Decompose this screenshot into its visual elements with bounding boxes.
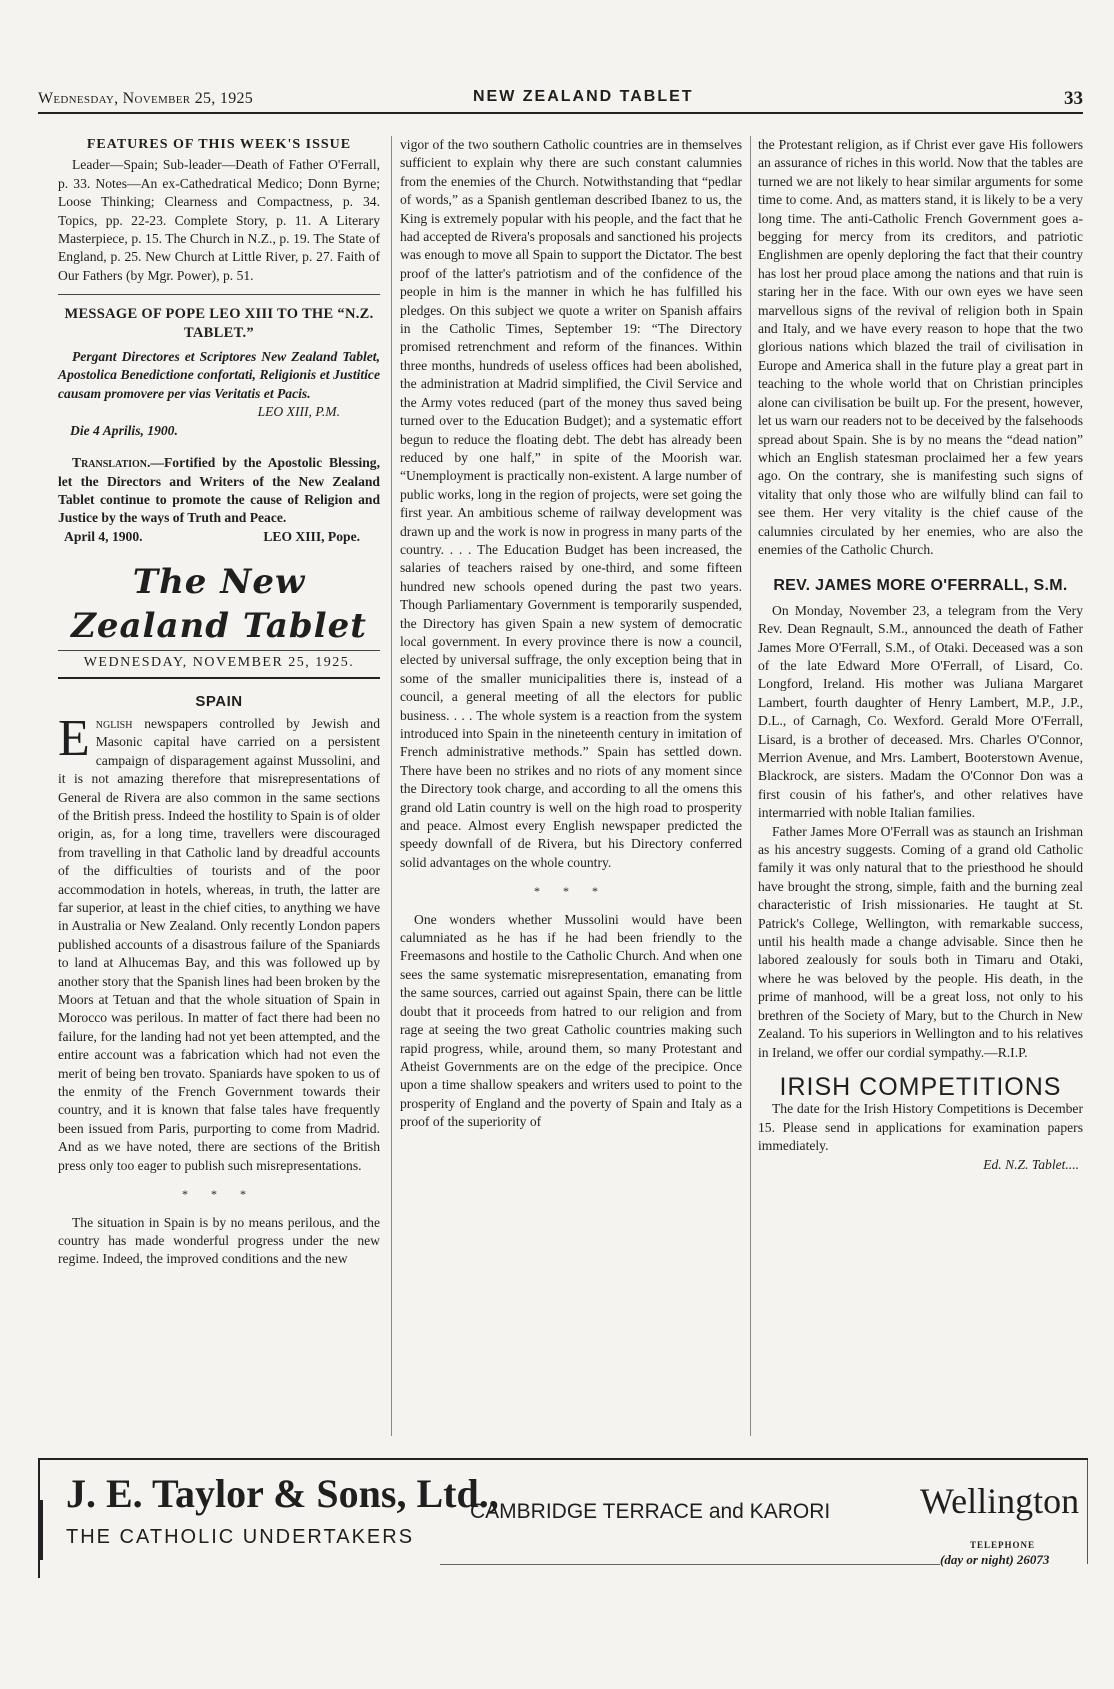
drop-cap: E	[58, 709, 90, 767]
article-title: SPAIN	[195, 692, 243, 710]
features-text: Leader—Spain; Sub-leader—Death of Father O'Ferrall, p. 33. Notes—An ex-Cathedratical Medico; Donn Byrne; Loose Thinking; Clearness and Compactness, p. 34. Topics, pp. 22-23. Complete Story, p. 11. A Literary Masterpiece, p. 15. The Church in N.Z., p. 19. The State of England, p. 25. New Church at Little River, p. 27. Faith of Our Fathers (by Mgr. Power), p. 51.	[58, 157, 380, 283]
section-break-2: * * *	[534, 884, 608, 899]
obituary-paragraph-1: On Monday, November 23, a telegram from the Very Rev. Dean Regnault, S.M., announced the death of Father James More O'Ferrall, S.M., of Otaki. Deceased was a son of the late Edward More O'Ferrall, of Lisard, Co. Longford, Ireland. His mother was Juliana Margaret Lambert, fourth daughter of Henry Lambert, M.P., J.P., D.L., of Carnagh, Co. Wexford. Gerald More O'Ferrall, Lisard, is a brother of deceased. Mrs. Charles O'Connor, Merrion Avenue, and Mrs. Lambert, Booterstown Avenue, Blackrock, are sisters. Madam the O'Connor Don was a first cousin of his father's, and other relatives have intermarried with noble Italian families.	[758, 602, 1083, 821]
translation-lead: Translation.	[72, 455, 151, 471]
latin-signature: LEO XIII, P.M.	[257, 404, 340, 420]
column-divider-2	[750, 136, 751, 1436]
advert-rule	[1087, 1460, 1088, 1564]
article-paragraph-3: vigor of the two southern Catholic countries are in themselves sufficient to explain why there are such constant calumnies from the enemies of the Church. Notwithstanding that “pedlar of words,” as a Spanish gentleman described Ibanez to us, the King is extremely popular with his people, and the fact that he had accepted de Rivera's proposals and sanctioned his projects was enough to move all Spain to support the Dictator. The best proof of the latter's patriotism and of the confidence of the people in him is the manner in which he has fulfilled his pledges. On this subject we quote a writer on Spanish affairs in the Catholic Times, September 19: “The Directory promised retrenchment and reform of the finances. Within three months, hundreds of useless offices had been abolished, the administration at Madrid simplified, the Civil Service and the Army votes reduced (part of the money thus saved being turned over to the Education Budget); and a systematic effort begun to reduce the floating debt. The debt has already been reduced by one half,” in spite of the Moorish war. “Unemployment is practically non-existent. A large number of public works, long in the region of projects, were set going the first year. An ambitious scheme of railway development was drawn up and the work is now in progress in many parts of the country. . . . The Education Budget has been increased, the salaries of teachers raised by one-third, and some fifteen hundred new schools opened during the past two years. Though Parliamentary Government is temporarily suspended, the Directory has given Spain a new system of democratic local government. In every province there is now a council, elected by universal suffrage, the only exception being that in some of the smaller municipalities there is, instead of a council, a general meeting of all the electors for public business. . . . The whole system is a reaction from the system introduced into Spain in the nineteenth century in imitation of French administrative methods.” Spain has settled down. There have been no strikes and no riots of any moment since the Directory took charge, and according to all the omens this grand old Latin country is well on the high road to prosperity and peace. Almost every English newspaper predicted the speedy downfall of de Rivera, but his Directory conferred solid advantages on the whole country.	[400, 137, 742, 870]
advert-mark	[40, 1500, 43, 1560]
article-text-1: newspapers controlled by Jewish and Masonic capital have carried on a persistent campaign of disparagement against Mussolini, and it is not amazing therefore that misrepresentations of General de Rivera are also common in the same sections of the British press. Indeed the hostility to Spain is of older origin, as, for a long time, travellers were discouraged from travelling in that Catholic land by dreadful accounts of the difficulties of tourists and of the poor accommodation in hotels, whereas, in truth, the latter are far superior, at least in the chief cities, to anything we have in Australia or New Zealand. Only recently London papers published accounts of a disastrous failure of the Spaniards to land at Alhucemas Bay, and this was followed up by another story that the Spanish lines had been broken by the Moors at Tetuan and that the whole situation of Spain in Morocco was perilous. In matter of fact there had been no failure, for the landing had not yet been attempted, and the entire account was a fabrication which had not even the merit of being ben trovato. Spaniards have spoken to us of the enmity of the French Government towards their country, and it is known that false tales have frequently been issued from Paris, purporting to come from Madrid. And as we have noted, there are sections of the British press only too eager to publish such misrepresentations.	[58, 715, 380, 1173]
issue-date: Wednesday, November 25, 1925	[38, 90, 254, 107]
advert-address: CAMBRIDGE TERRACE and KARORI	[470, 1500, 831, 1523]
paper-title: NEW ZEALAND TABLET	[473, 88, 694, 105]
column-2	[400, 136, 742, 1132]
message-heading: MESSAGE OF POPE LEO XIII TO THE “N.Z. TABLET.”	[64, 306, 374, 341]
obituary-title: REV. JAMES MORE O'FERRALL, S.M.	[773, 577, 1068, 595]
editor-sign: Ed. N.Z. Tablet....	[983, 1156, 1079, 1172]
running-head	[38, 86, 1083, 114]
latin-blessing: Pergant Directores et Scriptores New Zealand Tablet, Apostolica Benedictione confortati, Religionis et Justitice causam promovere per vias Veritatis et Pacis.	[58, 349, 380, 401]
section-rule	[58, 294, 380, 295]
irish-text: The date for the Irish History Competitions is December 15. Please send in applications for examination papers immediately.	[758, 1101, 1083, 1154]
obituary-paragraph-2: Father James More O'Ferrall was as staunch an Irishman as his ancestry suggests. Coming of a grand old Catholic family it was only natural that to the priesthood he should have brought the strong, simple, faith and the burning zeal characteristic of Irish missionaries. He taught at St. Patrick's College, Wellington, with remarkable success, until his health made a change advisable. Since then he labored zealously for souls both in Timaru and Otaki, where he was beloved by the people. His death, in the prime of manhood, will be a great loss, not only to his brethren of the Society of Mary, but to the Church in New Zealand. To his superiors in Wellington and to his relatives in Ireland, we offer our cordial sympathy.—R.I.P.	[758, 823, 1083, 1060]
features-heading: FEATURES OF THIS WEEK'S ISSUE	[86, 137, 352, 152]
irish-title: IRISH COMPETITIONS	[779, 1072, 1062, 1101]
translation-date: April 4, 1900.	[64, 528, 143, 544]
advertisement	[38, 1458, 1088, 1578]
advert-trade: THE CATHOLIC UNDERTAKERS	[66, 1526, 415, 1548]
advert-city: Wellington	[920, 1481, 1080, 1521]
latin-date: Die 4 Aprilis, 1900.	[70, 422, 178, 438]
masthead: The New Zealand Tablet	[71, 562, 367, 647]
column-1	[58, 136, 380, 1269]
article-paragraph-2: The situation in Spain is by no means perilous, and the country has made wonderful progress under the new regime. Indeed, the improved conditions and the new	[58, 1214, 380, 1267]
translation-text: —Fortified by the Apostolic Blessing, let the Directors and Writers of the New Zealand Tablet continue to promote the cause of Religion and Justice by the ways of Truth and Peace.	[58, 455, 380, 526]
translation-signature	[58, 528, 380, 546]
masthead-date: WEDNESDAY, NOVEMBER 25, 1925.	[58, 650, 380, 678]
translation	[58, 454, 380, 528]
article-paragraph-4: One wonders whether Mussolini would have been calumniated as he has if he had been friendly to the Freemasons and hostile to the Catholic Church. And when one sees the same systematic misrepresentation, emanating from the same sources, carried out against Spain, there can be little doubt that it proceeds from hatred to our religion and from rage at seeing the two great Catholic countries making such rapid progress, while, around them, so many Protestant and Atheist Governments are on the edge of the precipice. Once upon a time shallow speakers and writers used to point to the prosperity of England and the poverty of Spain and Italy as a proof of the superiority of	[400, 911, 742, 1130]
article-paragraph-5: the Protestant religion, as if Christ ever gave His followers an assurance of riches in this world. Now that the tables are turned we are not likely to hear similar arguments for some time to come. And, as matters stand, it is likely to be a very long time. The anti-Catholic French Government goes a-begging for mercy from its creditors, and patriotic Englishmen are openly deploring the fact that their country has lost her proud place among the nations and that ruin is staring her in the face. With our own eyes we have seen marvellous signs of the revival of religion both in Spain and Italy, and we have every reason to hope that the two glorious nations which blazed the trail of civilisation in Europe and America shall in the future play a great part in teaching to the whole world that on Christian principles alone can civilisation be built up. For the present, however, let us warn our readers not to be deceived by the falsehoods spread about Spain. She is by no means the “dead nation” which an English statesman proclaimed her a few years ago. On the contrary, she is manifesting such signs of vitality that only those who are wilfully blind can fail to see them. Her very vitality is the chief cause of the calumnies circulated by her enemies, who are also the enemies of the Catholic Church.	[758, 137, 1084, 557]
advert-telephone-label: TELEPHONE	[970, 1540, 1036, 1550]
page-number: 33	[1064, 88, 1083, 109]
advert-underline	[440, 1564, 940, 1565]
translation-signer: LEO XIII, Pope.	[263, 528, 360, 544]
advert-firm: J. E. Taylor & Sons, Ltd.,	[66, 1471, 499, 1516]
column-divider-1	[391, 136, 392, 1436]
advert-telephone: (day or night) 26073	[940, 1552, 1050, 1567]
article-paragraph-1	[58, 709, 380, 1175]
lead-word: nglish	[95, 715, 133, 731]
column-3	[758, 136, 1083, 1174]
section-break: * * *	[182, 1187, 256, 1202]
